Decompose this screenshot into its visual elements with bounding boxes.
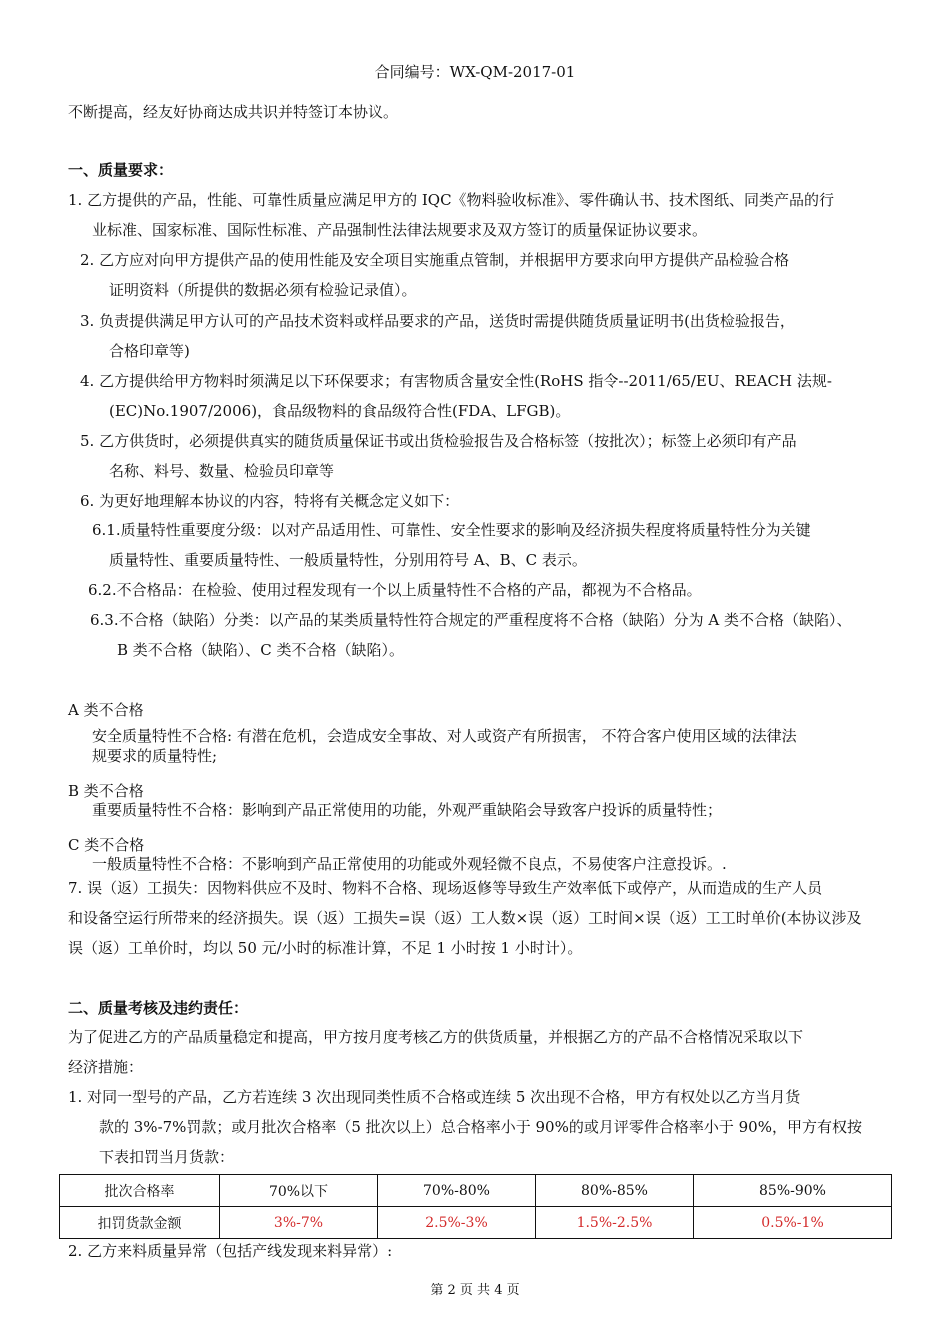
table-cell-header: 70%-80%	[378, 1175, 536, 1207]
s2-item2-line: 2. 乙方来料质量异常（包括产线发现来料异常）:	[68, 1242, 393, 1260]
intro-line: 不断提高，经友好协商达成共识并特签订本协议。	[68, 103, 399, 121]
item6-line: 6. 为更好地理解本协议的内容，特将有关概念定义如下：	[80, 492, 460, 510]
class-b-title: B 类不合格	[68, 782, 144, 800]
class-a-text-line1: 安全质量特性不合格: 有潜在危机，会造成安全事故、对人或资产有所损害， 不符合客户使用区域的法律法	[92, 727, 797, 745]
item6-1-line1: 6.1.质量特性重要度分级：以对产品适用性、可靠性、安全性要求的影响及经济损失程度将质量特性分为关键	[92, 521, 811, 539]
item7-line1: 7. 误（返）工损失：因物料供应不及时、物料不合格、现场返修等导致生产效率低下或停产，从而造成的生产人员	[68, 879, 823, 897]
item1-line2: 业标准、国家标准、国际性标准、产品强制性法律法规要求及双方签订的质量保证协议要求。	[92, 221, 708, 239]
table-cell-header: 80%-85%	[536, 1175, 694, 1207]
item5-line1: 5. 乙方供货时，必须提供真实的随货质量保证书或出货检验报告及合格标签（按批次）；标签上必须印有产品	[80, 432, 797, 450]
s2-item1-line3: 下表扣罚当月货款：	[99, 1148, 235, 1166]
section1-title: 一、质量要求：	[68, 161, 174, 179]
item6-3-line2: B 类不合格（缺陷）、C 类不合格（缺陷）。	[117, 641, 405, 659]
penalty-table	[59, 1174, 892, 1239]
page-footer: 第 2 页 共 4 页	[430, 1283, 520, 1298]
class-b-text: 重要质量特性不合格：影响到产品正常使用的功能，外观严重缺陷会导致客户投诉的质量特性；	[92, 801, 723, 819]
item3-line1: 3. 负责提供满足甲方认可的产品技术资料或样品要求的产品，送货时需提供随货质量证明书(出货检验报告，	[80, 312, 795, 330]
class-a-text-line2: 规要求的质量特性;	[92, 747, 218, 765]
item4-line1: 4. 乙方提供给甲方物料时须满足以下环保要求；有害物质含量安全性(RoHS 指令--2011/65/EU、REACH 法规-	[80, 372, 832, 390]
item2-line2: 证明资料（所提供的数据必须有检验记录值）。	[109, 281, 417, 299]
table-cell-header: 85%-90%	[694, 1175, 892, 1207]
table-cell-penalty: 1.5%-2.5%	[536, 1207, 694, 1239]
table-cell-header: 70%以下	[220, 1175, 378, 1207]
table-cell-penalty: 2.5%-3%	[378, 1207, 536, 1239]
item6-3-line1: 6.3.不合格（缺陷）分类：以产品的某类质量特性符合规定的严重程度将不合格（缺陷）分为 A 类不合格（缺陷）、	[90, 611, 852, 629]
penalty-table-row	[60, 1207, 892, 1239]
section2-title: 二、质量考核及违约责任：	[68, 999, 249, 1017]
class-c-text: 一般质量特性不合格：不影响到产品正常使用的功能或外观轻微不良点，不易使客户注意投诉。.	[92, 855, 727, 873]
section2-intro-line1: 为了促进乙方的产品质量稳定和提高，甲方按月度考核乙方的供货质量，并根据乙方的产品不合格情况采取以下	[68, 1028, 804, 1046]
item7-line2: 和设备空运行所带来的经济损失。误（返）工损失=误（返）工人数×误（返）工时间×误（返）工工时单价(本协议涉及	[68, 909, 862, 927]
item3-line2: 合格印章等)	[109, 342, 190, 360]
s2-item1-line2: 款的 3%-7%罚款；或月批次合格率（5 批次以上）总合格率小于 90%的或月评零件合格率小于 90%，甲方有权按	[99, 1118, 862, 1136]
item5-line2: 名称、料号、数量、检验员印章等	[109, 462, 335, 480]
table-cell-header-label: 批次合格率	[60, 1175, 220, 1207]
item7-line3: 误（返）工单价时，均以 50 元/小时的标准计算，不足 1 小时按 1 小时计）。	[68, 939, 583, 957]
contract-number: 合同编号：WX-QM-2017-01	[374, 63, 576, 81]
item6-2-line: 6.2.不合格品：在检验、使用过程发现有一个以上质量特性不合格的产品，都视为不合格品。	[88, 581, 702, 599]
section2-intro-line2: 经济措施：	[68, 1058, 144, 1076]
item2-line1: 2. 乙方应对向甲方提供产品的使用性能及安全项目实施重点管制，并根据甲方要求向甲方提供产品检验合格	[80, 251, 790, 269]
class-a-title: A 类不合格	[68, 701, 144, 719]
penalty-table-header-row	[60, 1175, 892, 1207]
s2-item1-line1: 1. 对同一型号的产品，乙方若连续 3 次出现同类性质不合格或连续 5 次出现不合格，甲方有权处以乙方当月货	[68, 1088, 801, 1106]
item1-line1: 1. 乙方提供的产品，性能、可靠性质量应满足甲方的 IQC《物料验收标准》、零件确认书、技术图纸、同类产品的行	[68, 191, 835, 209]
table-cell-row-label: 扣罚货款金额	[60, 1207, 220, 1239]
item4-line2: (EC)No.1907/2006)，食品级物料的食品级符合性(FDA、LFGB)。	[109, 402, 571, 420]
table-cell-penalty: 0.5%-1%	[694, 1207, 892, 1239]
table-cell-penalty: 3%-7%	[220, 1207, 378, 1239]
class-c-title: C 类不合格	[68, 836, 145, 854]
item6-1-line2: 质量特性、重要质量特性、一般质量特性，分别用符号 A、B、C 表示。	[109, 551, 587, 569]
